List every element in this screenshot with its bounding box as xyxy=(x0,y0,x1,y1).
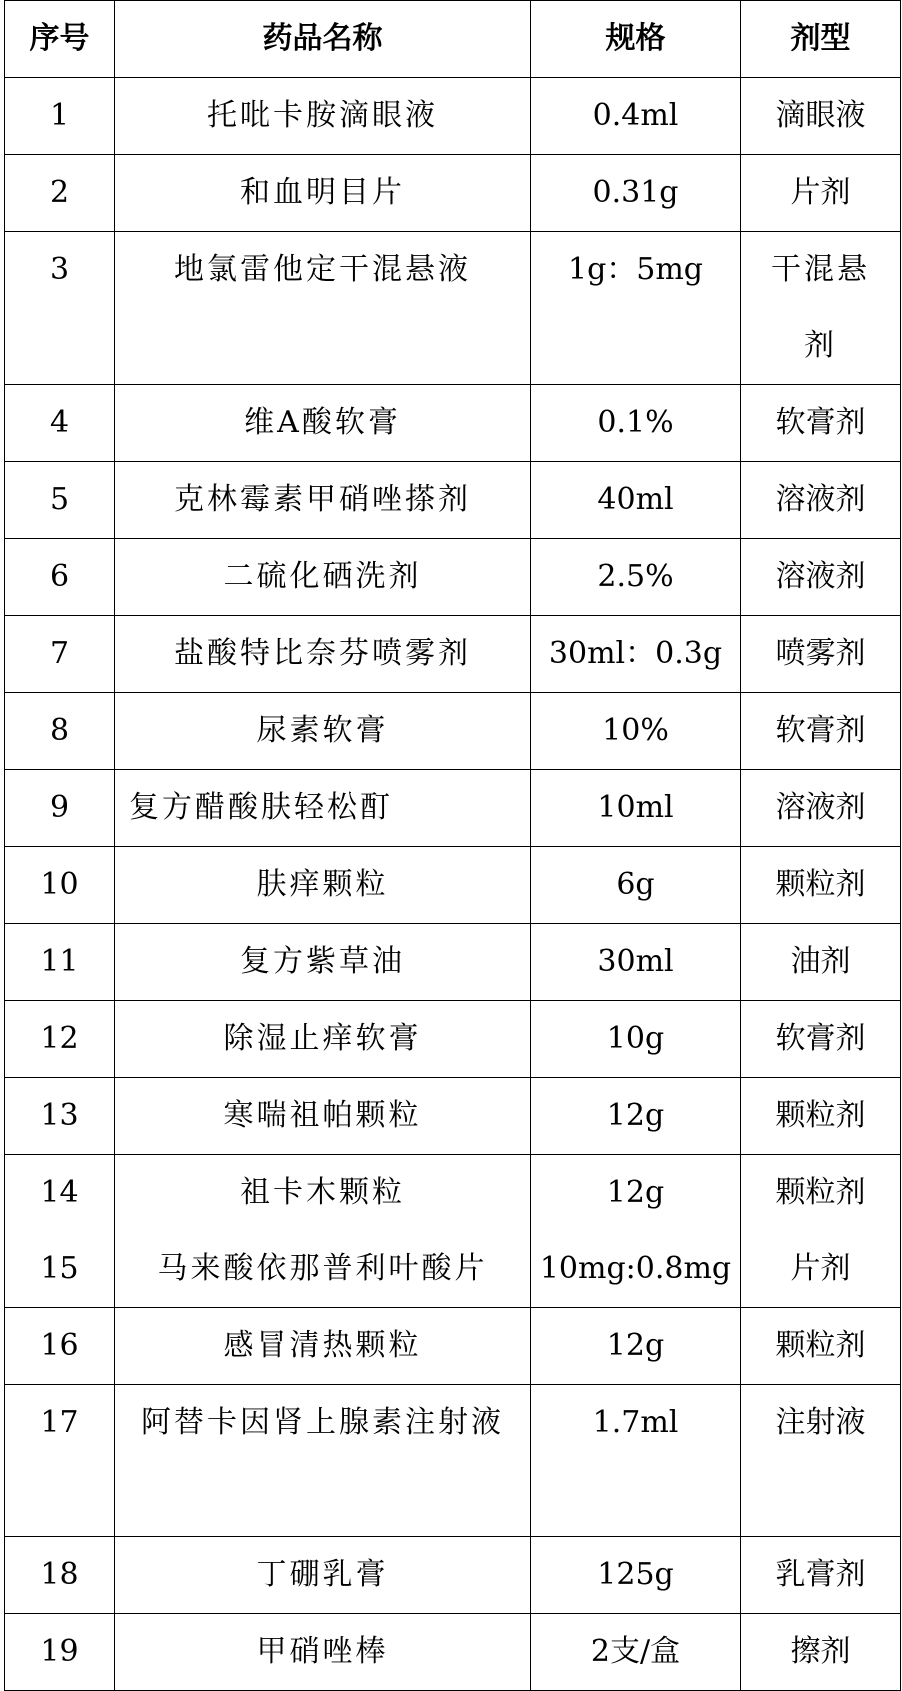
table-row xyxy=(5,78,901,155)
cell-name: 甲硝唑棒 xyxy=(115,1614,531,1691)
table-row xyxy=(5,770,901,847)
cell-form xyxy=(741,1155,901,1308)
cell-name: 肤痒颗粒 xyxy=(115,847,531,924)
cell-no: 9 xyxy=(5,770,115,847)
cell-name: 除湿止痒软膏 xyxy=(115,1001,531,1078)
table-row xyxy=(5,1001,901,1078)
cell-no-14: 14 xyxy=(40,1175,79,1210)
table-row xyxy=(5,539,901,616)
cell-spec: 2支/盒 xyxy=(531,1614,741,1691)
cell-name: 寒喘祖帕颗粒 xyxy=(115,1078,531,1155)
table-row xyxy=(5,616,901,693)
cell-spec xyxy=(531,1155,741,1308)
cell-no: 2 xyxy=(5,155,115,232)
cell-no: 12 xyxy=(5,1001,115,1078)
cell-name-15: 马来酸依那普利叶酸片 xyxy=(157,1251,488,1286)
cell-form: 滴眼液 xyxy=(741,78,901,155)
cell-form: 溶液剂 xyxy=(741,539,901,616)
cell-spec-15: 10mg:0.8mg xyxy=(539,1251,732,1286)
cell-form: 颗粒剂 xyxy=(741,847,901,924)
cell-no: 7 xyxy=(5,616,115,693)
header-spec: 规格 xyxy=(531,1,741,78)
cell-form: 干混悬剂 xyxy=(741,232,901,385)
cell-spec: 2.5% xyxy=(531,539,741,616)
cell-form: 软膏剂 xyxy=(741,385,901,462)
cell-spec: 30ml xyxy=(531,924,741,1001)
table-row xyxy=(5,462,901,539)
cell-no: 11 xyxy=(5,924,115,1001)
cell-name xyxy=(115,1155,531,1308)
cell-form: 注射液 xyxy=(741,1385,901,1537)
cell-no: 5 xyxy=(5,462,115,539)
header-name: 药品名称 xyxy=(115,1,531,78)
table-row xyxy=(5,1537,901,1614)
cell-form: 颗粒剂 xyxy=(741,1308,901,1385)
table-row xyxy=(5,155,901,232)
cell-spec: 6g xyxy=(531,847,741,924)
cell-no xyxy=(5,1155,115,1308)
cell-name: 复方紫草油 xyxy=(115,924,531,1001)
cell-name: 尿素软膏 xyxy=(115,693,531,770)
cell-spec-14: 12g xyxy=(606,1175,665,1210)
cell-form: 软膏剂 xyxy=(741,1001,901,1078)
cell-form: 擦剂 xyxy=(741,1614,901,1691)
cell-spec: 12g xyxy=(531,1308,741,1385)
table-row xyxy=(5,385,901,462)
table-header-row xyxy=(5,1,901,78)
cell-spec: 10g xyxy=(531,1001,741,1078)
cell-form-14: 颗粒剂 xyxy=(775,1175,866,1210)
cell-form: 软膏剂 xyxy=(741,693,901,770)
table-row xyxy=(5,924,901,1001)
cell-name: 感冒清热颗粒 xyxy=(115,1308,531,1385)
header-form: 剂型 xyxy=(741,1,901,78)
cell-spec: 10ml xyxy=(531,770,741,847)
cell-form: 喷雾剂 xyxy=(741,616,901,693)
cell-name-14: 祖卡木颗粒 xyxy=(240,1175,405,1210)
table-row xyxy=(5,232,901,385)
table-row xyxy=(5,1614,901,1691)
cell-name: 阿替卡因肾上腺素注射液 xyxy=(115,1385,531,1537)
cell-form: 溶液剂 xyxy=(741,770,901,847)
table-row xyxy=(5,847,901,924)
table-row xyxy=(5,1078,901,1155)
cell-spec: 40ml xyxy=(531,462,741,539)
cell-no-15: 15 xyxy=(40,1251,79,1286)
header-no: 序号 xyxy=(5,1,115,78)
cell-name: 二硫化硒洗剂 xyxy=(115,539,531,616)
cell-form: 乳膏剂 xyxy=(741,1537,901,1614)
cell-name: 复方醋酸肤轻松酊 xyxy=(115,770,531,847)
cell-name: 维A酸软膏 xyxy=(115,385,531,462)
cell-form: 片剂 xyxy=(741,155,901,232)
cell-name: 丁硼乳膏 xyxy=(115,1537,531,1614)
cell-no: 6 xyxy=(5,539,115,616)
cell-spec: 125g xyxy=(531,1537,741,1614)
cell-no: 18 xyxy=(5,1537,115,1614)
cell-form-15: 片剂 xyxy=(790,1251,851,1286)
cell-spec: 0.1% xyxy=(531,385,741,462)
cell-name: 盐酸特比奈芬喷雾剂 xyxy=(115,616,531,693)
cell-spec: 1.7ml xyxy=(531,1385,741,1537)
cell-form: 油剂 xyxy=(741,924,901,1001)
cell-no: 10 xyxy=(5,847,115,924)
cell-name: 克林霉素甲硝唑搽剂 xyxy=(115,462,531,539)
cell-spec: 0.4ml xyxy=(531,78,741,155)
cell-spec: 1g：5mg xyxy=(531,232,741,385)
table-row-merged xyxy=(5,1155,901,1308)
cell-no: 13 xyxy=(5,1078,115,1155)
cell-name: 地氯雷他定干混悬液 xyxy=(115,232,531,385)
table-row xyxy=(5,693,901,770)
cell-spec: 10% xyxy=(531,693,741,770)
cell-spec: 12g xyxy=(531,1078,741,1155)
cell-form: 溶液剂 xyxy=(741,462,901,539)
cell-spec: 30ml：0.3g xyxy=(531,616,741,693)
cell-no: 3 xyxy=(5,232,115,385)
drug-list-table xyxy=(4,0,901,1691)
cell-no: 17 xyxy=(5,1385,115,1537)
cell-no: 4 xyxy=(5,385,115,462)
cell-name: 托吡卡胺滴眼液 xyxy=(115,78,531,155)
cell-no: 16 xyxy=(5,1308,115,1385)
cell-name: 和血明目片 xyxy=(115,155,531,232)
cell-no: 1 xyxy=(5,78,115,155)
cell-no: 19 xyxy=(5,1614,115,1691)
cell-spec: 0.31g xyxy=(531,155,741,232)
cell-form: 颗粒剂 xyxy=(741,1078,901,1155)
cell-no: 8 xyxy=(5,693,115,770)
table-row xyxy=(5,1308,901,1385)
table-row xyxy=(5,1385,901,1537)
